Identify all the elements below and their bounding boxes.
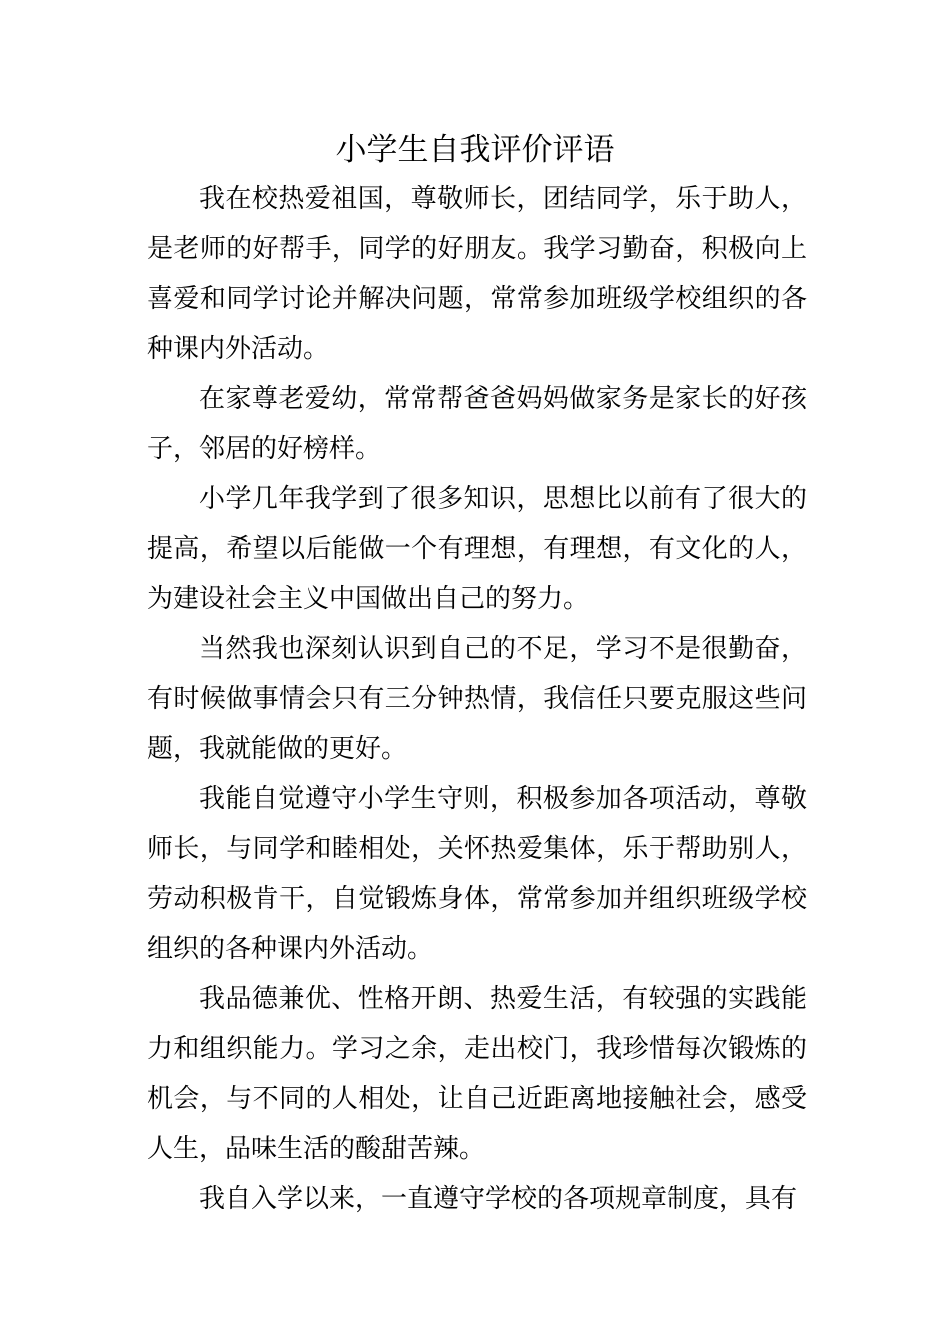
paragraph: 我能自觉遵守小学生守则，积极参加各项活动，尊敬师长，与同学和睦相处，关怀热爱集体，乐于帮助别人，劳动积极肯干，自觉锻炼身体，常常参加并组织班级学校组织的各种课内外活动。	[147, 784, 807, 964]
document-title: 小学生自我评价评语	[335, 132, 615, 168]
paragraph: 在家尊老爱幼，常常帮爸爸妈妈做家务是家长的好孩子，邻居的好榜样。	[147, 384, 807, 464]
paragraph: 我自入学以来，一直遵守学校的各项规章制度，具有	[199, 1184, 798, 1214]
paragraph: 我品德兼优、性格开朗、热爱生活，有较强的实践能力和组织能力。学习之余，走出校门，我珍惜每次锻炼的机会，与不同的人相处，让自己近距离地接触社会，感受人生，品味生活的酸甜苦辣。	[147, 984, 807, 1164]
paragraph: 我在校热爱祖国，尊敬师长，团结同学，乐于助人，是老师的好帮手，同学的好朋友。我学习勤奋，积极向上喜爱和同学讨论并解决问题，常常参加班级学校组织的各种课内外活动。	[147, 184, 807, 364]
paragraph: 当然我也深刻认识到自己的不足，学习不是很勤奋，有时候做事情会只有三分钟热情，我信任只要克服这些问题，我就能做的更好。	[147, 634, 807, 764]
document-body	[147, 174, 807, 1224]
paragraph: 小学几年我学到了很多知识，思想比以前有了很大的提高，希望以后能做一个有理想，有理想，有文化的人，为建设社会主义中国做出自己的努力。	[147, 484, 807, 614]
